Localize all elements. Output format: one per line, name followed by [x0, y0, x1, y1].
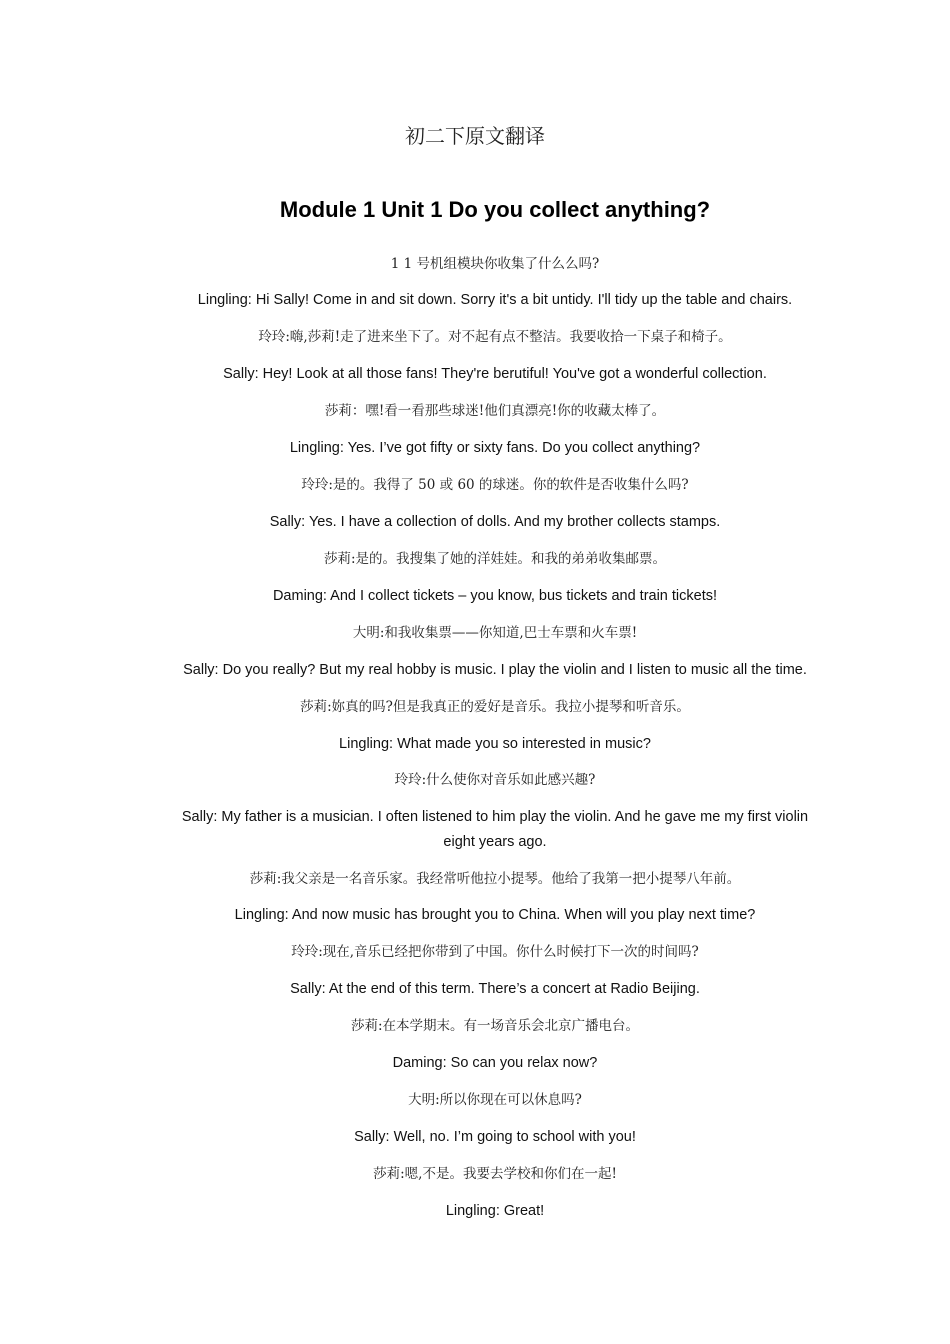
dialogue-line-zh: 玲玲:什么使你对音乐如此感兴趣?: [394, 772, 596, 788]
dialogue-line-en: Daming: And I collect tickets – you know, bus tickets and train tickets!: [272, 588, 718, 604]
dialogue-line-en: Daming: So can you relax now?: [392, 1055, 598, 1071]
dialogue-line-zh: 莎莉:妳真的吗?但是我真正的爱好是音乐。我拉小提琴和听音乐。: [300, 699, 690, 715]
dialogue-line-en: Sally: Well, no. I’m going to school with you!: [354, 1129, 636, 1145]
dialogue-line-zh: 莎莉：嘿!看一看那些球迷!他们真漂亮!你的收藏太棒了。: [324, 403, 666, 419]
dialogue-line-zh: 大明:和我收集票——你知道,巴士车票和火车票!: [352, 625, 638, 641]
dialogue-line-zh: 莎莉:是的。我搜集了她的洋娃娃。和我的弟弟收集邮票。: [323, 551, 667, 567]
dialogue-line-en: Sally: Hey! Look at all those fans! They're berutiful! You've got a wonderful collection.: [223, 366, 767, 382]
dialogue-line-en: Lingling: What made you so interested in music?: [339, 736, 651, 752]
dialogue-line-zh: 玲玲:嗨,莎莉!走了进来坐下了。对不起有点不整洁。我要收拾一下桌子和椅子。: [258, 329, 732, 345]
dialogue-line-en: Lingling: Hi Sally! Come in and sit down. Sorry it's a bit untidy. I'll tidy up the table and chairs.: [197, 292, 793, 308]
dialogue-line-en: Sally: Yes. I have a collection of dolls. And my brother collects stamps.: [269, 514, 721, 530]
dialogue-line-zh: 大明:所以你现在可以休息吗?: [408, 1092, 582, 1108]
dialogue-line-en: Lingling: And now music has brought you to China. When will you play next time?: [234, 907, 756, 923]
dialogue-line-en: Lingling: Great!: [445, 1203, 545, 1219]
dialogue-line-zh: 莎莉:我父亲是一名音乐家。我经常听他拉小提琴。他给了我第一把小提琴八年前。: [249, 871, 741, 887]
dialogue-line-en: Sally: At the end of this term. There’s a concert at Radio Beijing.: [290, 981, 700, 997]
dialogue-line-zh: 玲玲:现在,音乐已经把你带到了中国。你什么时候打下一次的时间吗?: [291, 944, 699, 960]
dialogue-line-zh: 莎莉:在本学期末。有一场音乐会北京广播电台。: [350, 1018, 640, 1034]
document-title: 初二下原文翻译: [405, 124, 545, 148]
dialogue-line-en: Sally: My father is a musician. I often listened to him play the violin. And he gave me my first violin eight years ago.: [181, 809, 809, 850]
dialogue-line-zh: 玲玲:是的。我得了 50 或 60 的球迷。你的软件是否收集什么吗?: [301, 477, 689, 493]
dialogue-line-en: Sally: Do you really? But my real hobby is music. I play the violin and I listen to music all the time.: [183, 662, 807, 678]
dialogue-line-en: Lingling: Yes. I’ve got fifty or sixty fans. Do you collect anything?: [289, 440, 701, 456]
module-title: Module 1 Unit 1 Do you collect anything?: [279, 197, 711, 222]
dialogue-line-zh: 莎莉:嗯,不是。我要去学校和你们在一起!: [373, 1166, 617, 1182]
dialogue-line-unit-heading-zh: 1 1 号机组模块你收集了什么么吗?: [390, 256, 600, 272]
